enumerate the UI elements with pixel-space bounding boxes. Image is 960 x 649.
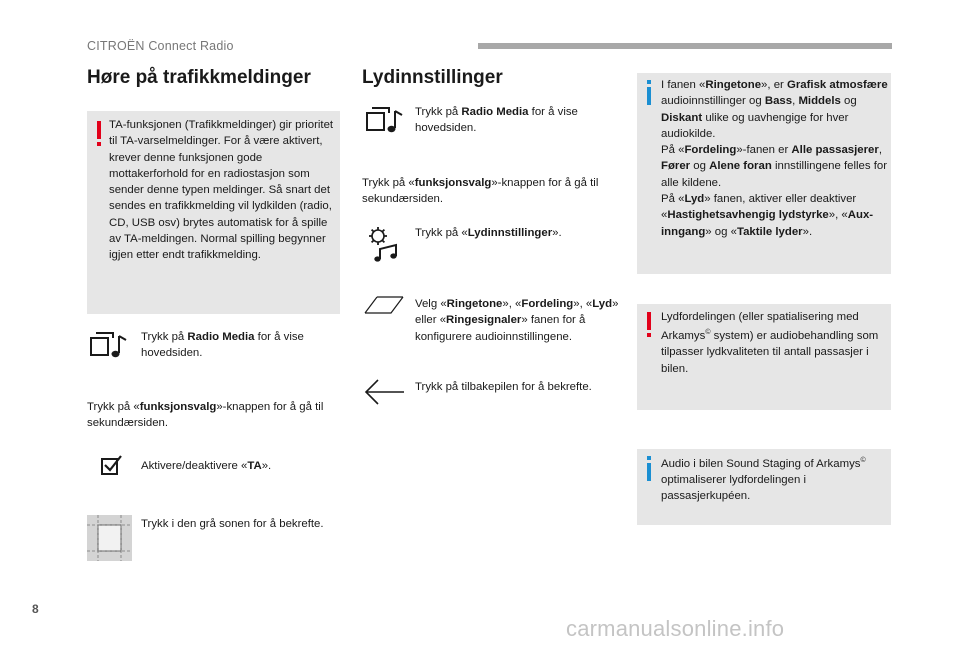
middle-step1-text: Trykk på Radio Media for å vise hovedsiden. — [415, 106, 578, 135]
radio-media-icon — [364, 105, 406, 135]
tab-icon — [363, 294, 407, 316]
right-info-box-2 — [637, 449, 891, 525]
checkbox-icon — [100, 454, 124, 476]
middle-step3-text: Trykk på «Lydinnstillinger». — [415, 227, 562, 239]
middle-step5-text: Trykk på tilbakepilen for å bekrefte. — [415, 381, 592, 393]
middle-step2-text: Trykk på «funksjonsvalg»-knappen for å gå til sekundærsiden. — [362, 177, 599, 206]
right-info-box-1 — [637, 73, 891, 274]
right-warning-box — [637, 304, 891, 410]
left-step2-text: Trykk på «funksjonsvalg»-knappen for å gå til sekundærsiden. — [87, 401, 324, 430]
audio-settings-icon — [366, 225, 402, 263]
page-number: 8 — [32, 602, 39, 616]
right-warning-text: Lydfordelingen (eller spatialisering med Arkamys© system) er audiobehandling som tilpasser lydkvaliteten til antall passasjer i bilen. — [661, 311, 879, 375]
middle-heading: Lydinnstillinger — [362, 67, 503, 88]
header-divider-bar — [478, 43, 892, 49]
header-title: CITROËN Connect Radio — [87, 39, 234, 53]
right-info2-text: Audio i bilen Sound Staging of Arkamys© optimaliserer lydfordelingen i passasjerkupéen. — [661, 457, 866, 503]
middle-step4-text: Velg «Ringetone», «Fordeling», «Lyd» eller «Ringesignaler» fanen for å konfigurere audioinnstillingene. — [415, 298, 619, 343]
right-info1-text: I fanen «Ringetone», er Grafisk atmosfære audioinnstillinger og Bass, Middels og Diskant ulike og uavhengige for hver audiokilde. På «Fordeling»-fanen er Alle passasjerer, Fører og Alene foran innstillingene felles for alle kildene. På «Lyd» fanen, aktiver eller deaktiver «Hastighetsavhengig lydstyrke», «Aux-inngang» og «Taktile lyder». — [661, 79, 888, 238]
left-step4-text: Trykk i den grå sonen for å bekrefte. — [141, 518, 324, 530]
watermark: carmanualsonline.info — [566, 616, 785, 641]
left-step3-text: Aktivere/deaktivere «TA». — [141, 460, 272, 472]
left-step1-text: Trykk på Radio Media for å vise hovedsiden. — [141, 331, 304, 360]
back-arrow-icon — [364, 378, 406, 406]
info-icon — [645, 80, 653, 106]
left-warning-box — [87, 111, 340, 314]
left-warning-text: TA-funksjonen (Trafikkmeldinger) gir prioritet til TA-varselmeldinger. For å være aktivert, krever denne funksjonen gode mottakerforhold for en radiostasjon som sender denne typen meldinger. Så snart det sendes en trafikkmelding vil lydkilden (radio, CD, USB osv) brytes automatisk for å spille av TA-meldingen. Normal spilling begynner igjen etter endt trafikkmelding. — [109, 119, 334, 262]
warning-exclamation-icon — [95, 121, 103, 147]
warning-exclamation-icon — [645, 312, 653, 338]
left-heading: Høre på trafikkmeldinger — [87, 67, 311, 88]
info-icon — [645, 456, 653, 482]
grey-zone-icon — [87, 515, 132, 561]
radio-media-icon — [88, 330, 130, 360]
